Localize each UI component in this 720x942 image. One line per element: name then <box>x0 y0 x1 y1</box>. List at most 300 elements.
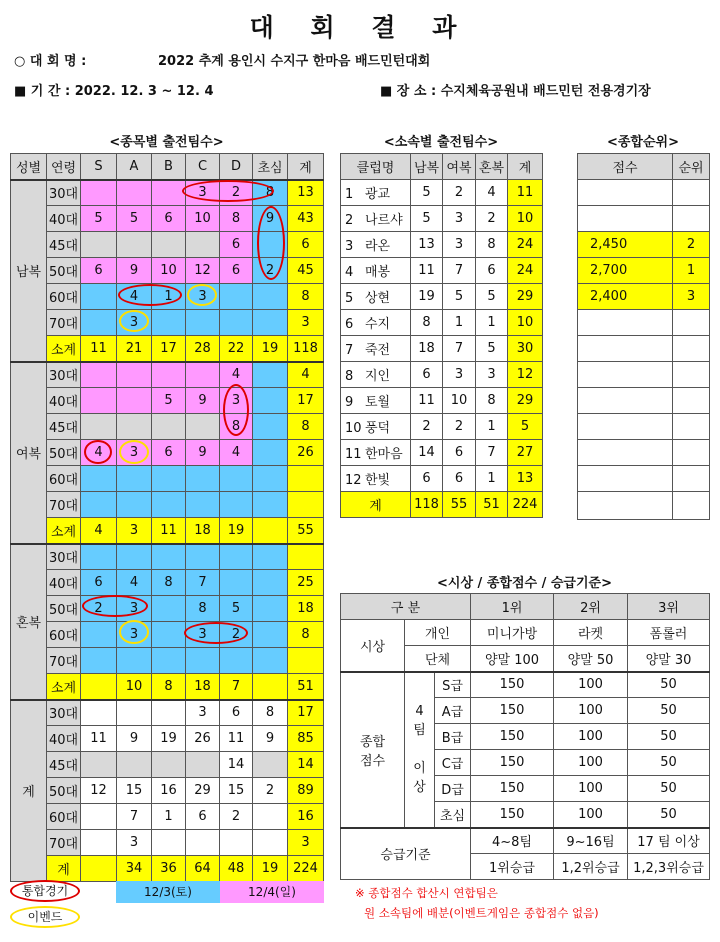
club-count-cell: 10 <box>443 388 476 414</box>
score-grade: 초심 <box>435 802 471 828</box>
entry-count-cell: 26 <box>186 726 220 752</box>
entry-count-cell: 3 <box>117 830 152 856</box>
entry-count-cell <box>253 570 288 596</box>
award-individual-1st: 미니가방 <box>471 620 554 646</box>
entry-count-cell: 19 <box>220 518 253 544</box>
club-number: 9 <box>345 395 354 410</box>
entry-count-cell <box>117 700 152 726</box>
entry-count-cell <box>186 232 220 258</box>
entry-count-cell: 6 <box>81 570 117 596</box>
age-label: 소계 <box>47 674 81 700</box>
entry-count-cell: 14 <box>220 752 253 778</box>
event-row <box>11 440 324 466</box>
award-team-label: 단체 <box>405 646 471 672</box>
entry-count-cell <box>253 440 288 466</box>
entry-count-cell <box>253 674 288 700</box>
event-table-title: <종목별 출전팀수> <box>109 135 224 150</box>
rank-cell <box>673 492 710 520</box>
score-cell <box>578 180 673 206</box>
event-row <box>11 700 324 726</box>
score-2nd: 100 <box>554 724 628 750</box>
event-header-cell: D <box>220 154 253 180</box>
club-name: 풍덕 <box>365 421 391 436</box>
age-label: 40대 <box>47 570 81 596</box>
entry-count-cell <box>81 804 117 830</box>
club-name: 죽전 <box>365 343 391 358</box>
age-label: 70대 <box>47 310 81 336</box>
entry-count-cell: 6 <box>220 700 253 726</box>
entry-count-cell <box>152 752 186 778</box>
score-1st: 150 <box>471 672 554 698</box>
club-count-cell: 10 <box>508 206 543 232</box>
entry-count-cell <box>81 180 117 206</box>
row-total-cell: 16 <box>288 804 324 830</box>
rank-cell: 2 <box>673 232 710 258</box>
club-count-cell: 7 <box>443 258 476 284</box>
age-label: 50대 <box>47 440 81 466</box>
entry-count-cell <box>186 752 220 778</box>
score-cell: 2,400 <box>578 284 673 310</box>
rank-cell <box>673 180 710 206</box>
entry-count-cell: 3 <box>117 518 152 544</box>
event-header-cell: S <box>81 154 117 180</box>
rank-cell <box>673 440 710 466</box>
club-count-cell: 7 <box>476 440 508 466</box>
club-name-cell <box>341 414 411 440</box>
row-total-cell: 85 <box>288 726 324 752</box>
club-name-cell <box>341 284 411 310</box>
entry-count-cell: 10 <box>152 258 186 284</box>
score-grade: D급 <box>435 776 471 802</box>
entry-count-cell: 3 <box>117 596 152 622</box>
club-name-cell <box>341 232 411 258</box>
club-row <box>341 232 543 258</box>
row-total-cell <box>288 544 324 570</box>
club-header-cell: 혼복 <box>476 154 508 180</box>
club-name-cell <box>341 440 411 466</box>
score-cell <box>578 362 673 388</box>
club-count-cell: 3 <box>443 232 476 258</box>
club-name-cell <box>341 388 411 414</box>
entry-count-cell: 5 <box>152 388 186 414</box>
event-entries-table <box>10 153 324 882</box>
entry-count-cell <box>152 466 186 492</box>
score-1st: 150 <box>471 776 554 802</box>
club-row <box>341 414 543 440</box>
entry-count-cell: 10 <box>117 674 152 700</box>
entry-count-cell <box>253 544 288 570</box>
entry-count-cell <box>152 700 186 726</box>
event-header-cell: A <box>117 154 152 180</box>
venue-text: ■ 장 소 : 수지체육공원내 배드민턴 전용경기장 <box>380 84 651 99</box>
event-header-cell: 성별 <box>11 154 47 180</box>
rank-header-row <box>578 154 710 180</box>
club-name-cell <box>341 180 411 206</box>
club-count-cell: 27 <box>508 440 543 466</box>
entry-count-cell: 11 <box>81 336 117 362</box>
score-grade: A급 <box>435 698 471 724</box>
age-label: 소계 <box>47 336 81 362</box>
age-label: 45대 <box>47 414 81 440</box>
club-header-cell: 여복 <box>443 154 476 180</box>
score-1st: 150 <box>471 750 554 776</box>
club-name: 한마음 <box>365 447 403 462</box>
entry-count-cell <box>220 492 253 518</box>
club-row <box>341 362 543 388</box>
row-total-cell: 55 <box>288 518 324 544</box>
event-row <box>11 544 324 570</box>
event-header-cell: 계 <box>288 154 324 180</box>
age-label: 60대 <box>47 284 81 310</box>
club-count-cell: 14 <box>411 440 443 466</box>
entry-count-cell: 7 <box>186 570 220 596</box>
club-row <box>341 284 543 310</box>
rank-row <box>578 388 710 414</box>
club-count-cell: 6 <box>411 362 443 388</box>
row-total-cell: 14 <box>288 752 324 778</box>
promotion-2nd-rule: 1,2위승급 <box>554 854 628 880</box>
age-label: 30대 <box>47 700 81 726</box>
rank-header-cell: 점수 <box>578 154 673 180</box>
score-cell <box>578 440 673 466</box>
rank-table-title: <종합순위> <box>606 135 680 150</box>
entry-count-cell <box>152 180 186 206</box>
score-cell <box>578 414 673 440</box>
club-count-cell: 6 <box>476 258 508 284</box>
entry-count-cell <box>253 830 288 856</box>
club-number: 6 <box>345 317 354 332</box>
entry-count-cell <box>253 388 288 414</box>
score-2nd: 100 <box>554 802 628 828</box>
entry-count-cell: 12 <box>186 258 220 284</box>
club-number: 2 <box>345 213 354 228</box>
row-total-cell <box>288 648 324 674</box>
entry-count-cell <box>152 492 186 518</box>
score-cell <box>578 388 673 414</box>
legend-day2: 12/4(일) <box>220 881 324 903</box>
event-row <box>11 674 324 700</box>
club-count-cell: 29 <box>508 284 543 310</box>
club-number: 3 <box>345 239 354 254</box>
entry-count-cell <box>152 310 186 336</box>
award-team-3rd: 양말 30 <box>628 646 710 672</box>
score-cell <box>578 466 673 492</box>
award-individual-3rd: 폼롤러 <box>628 620 710 646</box>
entry-count-cell: 48 <box>220 856 253 882</box>
entry-count-cell <box>81 700 117 726</box>
entry-count-cell: 3 <box>186 284 220 310</box>
club-count-cell: 3 <box>443 362 476 388</box>
promotion-3rd-rule: 1,2,3위승급 <box>628 854 710 880</box>
entry-count-cell <box>81 856 117 882</box>
entry-count-cell: 17 <box>152 336 186 362</box>
row-total-cell: 25 <box>288 570 324 596</box>
entry-count-cell: 28 <box>186 336 220 362</box>
row-total-cell: 13 <box>288 180 324 206</box>
rank-row <box>578 258 710 284</box>
award-team-1st: 양말 100 <box>471 646 554 672</box>
rank-row <box>578 414 710 440</box>
club-row <box>341 440 543 466</box>
entry-count-cell: 9 <box>117 258 152 284</box>
prize-header-category: 구 분 <box>341 594 471 620</box>
score-grade: C급 <box>435 750 471 776</box>
award-individual-label: 개인 <box>405 620 471 646</box>
note-line2: 원 소속팀에 배분(이벤트게임은 종합점수 없음) <box>364 906 599 920</box>
entry-count-cell: 3 <box>186 622 220 648</box>
event-name-value: 2022 추계 용인시 수지구 한마음 배드민턴대회 <box>158 54 431 69</box>
club-count-cell: 11 <box>411 258 443 284</box>
prize-header-row <box>341 594 710 620</box>
row-total-cell: 3 <box>288 830 324 856</box>
award-individual-2nd: 라켓 <box>554 620 628 646</box>
club-count-cell: 13 <box>508 466 543 492</box>
club-count-cell: 1 <box>476 466 508 492</box>
entry-count-cell: 4 <box>117 570 152 596</box>
entry-count-cell: 11 <box>81 726 117 752</box>
club-name: 토월 <box>365 395 391 410</box>
entry-count-cell: 4 <box>220 440 253 466</box>
entry-count-cell <box>253 622 288 648</box>
club-name-cell <box>341 336 411 362</box>
event-name-label: ○ 대 회 명 : <box>14 54 87 69</box>
club-table-title: <소속별 출전팀수> <box>383 135 499 150</box>
club-count-cell: 1 <box>443 310 476 336</box>
entry-count-cell <box>117 752 152 778</box>
event-row <box>11 258 324 284</box>
entry-count-cell: 15 <box>220 778 253 804</box>
club-count-cell: 10 <box>508 310 543 336</box>
entry-count-cell <box>186 310 220 336</box>
score-condition: 4 팀 이 상 <box>405 672 435 828</box>
event-row <box>11 492 324 518</box>
event-row <box>11 804 324 830</box>
score-grade: S급 <box>435 672 471 698</box>
rank-cell <box>673 414 710 440</box>
club-name: 라온 <box>365 239 391 254</box>
entry-count-cell: 3 <box>186 700 220 726</box>
entry-count-cell: 15 <box>117 778 152 804</box>
club-count-cell: 8 <box>476 232 508 258</box>
club-number: 12 <box>345 473 362 488</box>
age-label: 50대 <box>47 778 81 804</box>
age-label: 60대 <box>47 466 81 492</box>
entry-count-cell <box>186 830 220 856</box>
club-count-cell: 24 <box>508 232 543 258</box>
score-2nd: 100 <box>554 672 628 698</box>
club-count-cell: 30 <box>508 336 543 362</box>
entry-count-cell <box>152 622 186 648</box>
club-total-cell: 계 <box>341 492 411 518</box>
entry-count-cell <box>186 648 220 674</box>
event-row <box>11 388 324 414</box>
overall-rank-table <box>577 153 710 520</box>
entry-count-cell: 2 <box>253 258 288 284</box>
club-number: 11 <box>345 447 362 462</box>
entry-count-cell <box>253 648 288 674</box>
entry-count-cell: 6 <box>186 804 220 830</box>
entry-count-cell <box>220 284 253 310</box>
gender-label: 남복 <box>11 180 47 362</box>
rank-row <box>578 492 710 520</box>
entry-count-cell: 1 <box>152 804 186 830</box>
score-cell <box>578 492 673 520</box>
row-total-cell: 8 <box>288 284 324 310</box>
entry-count-cell: 8 <box>220 414 253 440</box>
entry-count-cell: 3 <box>220 388 253 414</box>
entry-count-cell <box>117 388 152 414</box>
event-row <box>11 232 324 258</box>
entry-count-cell <box>81 362 117 388</box>
age-label: 30대 <box>47 180 81 206</box>
entry-count-cell <box>186 544 220 570</box>
club-count-cell: 11 <box>411 388 443 414</box>
entry-count-cell <box>253 518 288 544</box>
prize-header-3rd: 3위 <box>628 594 710 620</box>
club-count-cell: 11 <box>508 180 543 206</box>
entry-count-cell <box>152 232 186 258</box>
entry-count-cell: 9 <box>253 206 288 232</box>
entry-count-cell <box>152 414 186 440</box>
club-name-cell <box>341 362 411 388</box>
club-count-cell: 29 <box>508 388 543 414</box>
club-count-cell: 5 <box>443 284 476 310</box>
club-name-cell <box>341 466 411 492</box>
entry-count-cell <box>253 414 288 440</box>
age-label: 45대 <box>47 232 81 258</box>
score-1st: 150 <box>471 724 554 750</box>
club-count-cell: 12 <box>508 362 543 388</box>
club-count-cell: 5 <box>476 336 508 362</box>
event-row <box>11 648 324 674</box>
rank-row <box>578 336 710 362</box>
score-cell: 2,450 <box>578 232 673 258</box>
legend-day1: 12/3(토) <box>116 881 220 903</box>
club-name: 광교 <box>365 187 391 202</box>
club-count-cell: 18 <box>411 336 443 362</box>
age-label: 40대 <box>47 388 81 414</box>
score-3rd: 50 <box>628 672 710 698</box>
event-header-cell: B <box>152 154 186 180</box>
club-name: 상현 <box>365 291 391 306</box>
event-header-cell: C <box>186 154 220 180</box>
score-3rd: 50 <box>628 724 710 750</box>
entry-count-cell: 19 <box>253 336 288 362</box>
entry-count-cell: 2 <box>81 596 117 622</box>
entry-count-cell <box>81 284 117 310</box>
score-1st: 150 <box>471 698 554 724</box>
entry-count-cell: 11 <box>152 518 186 544</box>
event-row <box>11 180 324 206</box>
rank-cell <box>673 388 710 414</box>
event-row <box>11 518 324 544</box>
age-label: 70대 <box>47 492 81 518</box>
period-text: ■ 기 간 : 2022. 12. 3 ~ 12. 4 <box>14 84 214 99</box>
age-label: 30대 <box>47 544 81 570</box>
entry-count-cell: 10 <box>186 206 220 232</box>
promotion-1st-range: 4~8팀 <box>471 828 554 854</box>
rank-row <box>578 180 710 206</box>
row-total-cell <box>288 492 324 518</box>
club-row <box>341 258 543 284</box>
entry-count-cell: 6 <box>152 206 186 232</box>
entry-count-cell <box>253 596 288 622</box>
note-line1: ※ 종합점수 합산시 연합팀은 <box>355 886 498 900</box>
row-total-cell: 17 <box>288 388 324 414</box>
entry-count-cell: 4 <box>220 362 253 388</box>
entry-count-cell: 2 <box>220 180 253 206</box>
event-header-cell: 연령 <box>47 154 81 180</box>
entry-count-cell: 4 <box>81 440 117 466</box>
club-header-cell: 계 <box>508 154 543 180</box>
promotion-label: 승급기준 <box>341 828 471 880</box>
entry-count-cell <box>220 544 253 570</box>
event-header-row <box>11 154 324 180</box>
page-title: 대 회 결 과 <box>249 13 471 42</box>
row-total-cell: 51 <box>288 674 324 700</box>
rank-cell <box>673 336 710 362</box>
entry-count-cell <box>253 362 288 388</box>
score-3rd: 50 <box>628 802 710 828</box>
legend-combined-match: 통합경기 <box>10 880 80 902</box>
entry-count-cell <box>117 648 152 674</box>
entry-count-cell <box>117 232 152 258</box>
entry-count-cell <box>220 466 253 492</box>
entry-count-cell: 9 <box>186 440 220 466</box>
entry-count-cell: 8 <box>253 700 288 726</box>
award-team-2nd: 양말 50 <box>554 646 628 672</box>
club-name: 한빛 <box>365 473 391 488</box>
row-total-cell: 8 <box>288 622 324 648</box>
club-name-cell <box>341 206 411 232</box>
score-2nd: 100 <box>554 776 628 802</box>
club-count-cell: 5 <box>508 414 543 440</box>
club-number: 4 <box>345 265 354 280</box>
entry-count-cell <box>253 804 288 830</box>
score-cell <box>578 310 673 336</box>
score-3rd: 50 <box>628 776 710 802</box>
club-total-cell: 51 <box>476 492 508 518</box>
row-total-cell: 18 <box>288 596 324 622</box>
age-label: 60대 <box>47 622 81 648</box>
event-row <box>11 830 324 856</box>
age-label: 소계 <box>47 518 81 544</box>
prize-header-2nd: 2위 <box>554 594 628 620</box>
entry-count-cell: 8 <box>152 674 186 700</box>
row-total-cell: 4 <box>288 362 324 388</box>
entry-count-cell <box>253 466 288 492</box>
club-name-cell <box>341 310 411 336</box>
row-total-cell <box>288 466 324 492</box>
club-row <box>341 180 543 206</box>
age-label: 40대 <box>47 726 81 752</box>
club-count-cell: 3 <box>476 362 508 388</box>
entry-count-cell <box>81 310 117 336</box>
club-header-cell: 남복 <box>411 154 443 180</box>
club-total-cell: 224 <box>508 492 543 518</box>
club-number: 5 <box>345 291 354 306</box>
entry-count-cell: 5 <box>117 206 152 232</box>
club-count-cell: 5 <box>411 206 443 232</box>
entry-count-cell <box>117 414 152 440</box>
entry-count-cell <box>186 492 220 518</box>
entry-count-cell <box>152 544 186 570</box>
row-total-cell: 6 <box>288 232 324 258</box>
event-row <box>11 570 324 596</box>
club-number: 1 <box>345 187 354 202</box>
entry-count-cell <box>117 492 152 518</box>
score-cell <box>578 336 673 362</box>
